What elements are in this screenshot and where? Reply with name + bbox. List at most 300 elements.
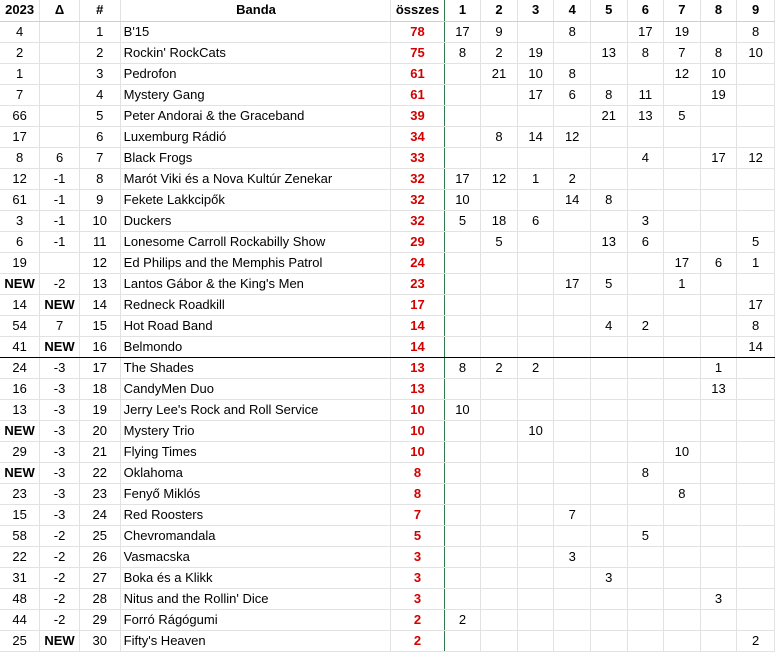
cell-week-5[interactable] <box>590 252 627 273</box>
cell-week-6[interactable] <box>627 483 664 504</box>
cell-week-6[interactable] <box>627 588 664 609</box>
cell-week-4[interactable] <box>554 588 591 609</box>
cell-total[interactable]: 32 <box>391 168 444 189</box>
cell-2023-rank[interactable]: 25 <box>0 630 40 651</box>
cell-week-7[interactable] <box>664 525 701 546</box>
cell-week-3[interactable] <box>517 105 554 126</box>
cell-week-3[interactable] <box>517 525 554 546</box>
cell-week-7[interactable] <box>664 357 701 378</box>
cell-week-6[interactable]: 5 <box>627 525 664 546</box>
cell-week-9[interactable]: 2 <box>737 630 775 651</box>
cell-week-8[interactable] <box>700 315 737 336</box>
cell-week-5[interactable] <box>590 609 627 630</box>
cell-week-6[interactable]: 17 <box>627 21 664 42</box>
cell-week-4[interactable] <box>554 315 591 336</box>
cell-position[interactable]: 2 <box>79 42 120 63</box>
cell-week-9[interactable] <box>737 126 775 147</box>
cell-week-4[interactable]: 17 <box>554 273 591 294</box>
cell-week-9[interactable] <box>737 210 775 231</box>
cell-delta[interactable] <box>40 105 80 126</box>
cell-week-9[interactable] <box>737 462 775 483</box>
cell-week-8[interactable] <box>700 21 737 42</box>
cell-week-2[interactable] <box>481 315 518 336</box>
cell-week-1[interactable] <box>444 105 481 126</box>
cell-week-5[interactable] <box>590 483 627 504</box>
cell-week-1[interactable] <box>444 546 481 567</box>
cell-week-2[interactable] <box>481 546 518 567</box>
cell-total[interactable]: 29 <box>391 231 444 252</box>
cell-delta[interactable]: -3 <box>40 399 80 420</box>
cell-position[interactable]: 30 <box>79 630 120 651</box>
cell-position[interactable]: 27 <box>79 567 120 588</box>
cell-total[interactable]: 10 <box>391 399 444 420</box>
cell-week-3[interactable] <box>517 378 554 399</box>
cell-position[interactable]: 18 <box>79 378 120 399</box>
cell-week-5[interactable] <box>590 210 627 231</box>
cell-week-8[interactable] <box>700 483 737 504</box>
cell-band-name[interactable]: B'15 <box>120 21 391 42</box>
cell-2023-rank[interactable]: 29 <box>0 441 40 462</box>
cell-week-9[interactable] <box>737 504 775 525</box>
cell-2023-rank[interactable]: 31 <box>0 567 40 588</box>
cell-week-1[interactable] <box>444 315 481 336</box>
cell-week-4[interactable]: 14 <box>554 189 591 210</box>
cell-2023-rank[interactable]: 6 <box>0 231 40 252</box>
cell-week-1[interactable] <box>444 63 481 84</box>
cell-week-9[interactable]: 14 <box>737 336 775 357</box>
cell-band-name[interactable]: Nitus and the Rollin' Dice <box>120 588 391 609</box>
cell-week-5[interactable] <box>590 399 627 420</box>
cell-total[interactable]: 2 <box>391 630 444 651</box>
cell-2023-rank[interactable]: 2 <box>0 42 40 63</box>
cell-position[interactable]: 13 <box>79 273 120 294</box>
cell-week-6[interactable]: 2 <box>627 315 664 336</box>
cell-band-name[interactable]: Chevromandala <box>120 525 391 546</box>
cell-total[interactable]: 7 <box>391 504 444 525</box>
cell-week-7[interactable] <box>664 294 701 315</box>
cell-week-5[interactable]: 3 <box>590 567 627 588</box>
cell-week-7[interactable] <box>664 147 701 168</box>
cell-week-6[interactable] <box>627 441 664 462</box>
cell-2023-rank[interactable]: 1 <box>0 63 40 84</box>
cell-week-2[interactable]: 21 <box>481 63 518 84</box>
cell-band-name[interactable]: Red Roosters <box>120 504 391 525</box>
cell-position[interactable]: 25 <box>79 525 120 546</box>
cell-week-5[interactable] <box>590 168 627 189</box>
cell-week-2[interactable]: 2 <box>481 357 518 378</box>
cell-week-3[interactable]: 10 <box>517 420 554 441</box>
cell-delta[interactable]: 7 <box>40 315 80 336</box>
header-week-7[interactable]: 7 <box>664 0 701 21</box>
cell-2023-rank[interactable]: 44 <box>0 609 40 630</box>
cell-position[interactable]: 9 <box>79 189 120 210</box>
cell-week-6[interactable]: 6 <box>627 231 664 252</box>
cell-week-8[interactable] <box>700 273 737 294</box>
cell-total[interactable]: 34 <box>391 126 444 147</box>
cell-week-9[interactable] <box>737 273 775 294</box>
cell-week-6[interactable]: 8 <box>627 42 664 63</box>
cell-week-8[interactable] <box>700 336 737 357</box>
cell-week-4[interactable] <box>554 147 591 168</box>
cell-week-7[interactable] <box>664 462 701 483</box>
cell-week-7[interactable] <box>664 315 701 336</box>
cell-delta[interactable]: -2 <box>40 609 80 630</box>
header-total[interactable]: összes <box>391 0 444 21</box>
cell-week-3[interactable]: 10 <box>517 63 554 84</box>
cell-week-6[interactable]: 4 <box>627 147 664 168</box>
cell-week-9[interactable]: 1 <box>737 252 775 273</box>
cell-week-7[interactable] <box>664 189 701 210</box>
cell-week-2[interactable] <box>481 273 518 294</box>
cell-week-7[interactable] <box>664 588 701 609</box>
cell-position[interactable]: 26 <box>79 546 120 567</box>
cell-band-name[interactable]: Mystery Gang <box>120 84 391 105</box>
cell-week-4[interactable] <box>554 252 591 273</box>
cell-week-2[interactable]: 2 <box>481 42 518 63</box>
cell-week-5[interactable] <box>590 294 627 315</box>
cell-band-name[interactable]: Fekete Lakkcipők <box>120 189 391 210</box>
cell-week-4[interactable] <box>554 525 591 546</box>
cell-week-1[interactable]: 17 <box>444 168 481 189</box>
cell-week-6[interactable] <box>627 168 664 189</box>
cell-band-name[interactable]: Mystery Trio <box>120 420 391 441</box>
cell-week-4[interactable] <box>554 630 591 651</box>
cell-week-6[interactable] <box>627 336 664 357</box>
cell-total[interactable]: 8 <box>391 462 444 483</box>
cell-band-name[interactable]: Forró Rágógumi <box>120 609 391 630</box>
cell-week-9[interactable] <box>737 357 775 378</box>
cell-total[interactable]: 75 <box>391 42 444 63</box>
cell-week-3[interactable] <box>517 21 554 42</box>
cell-delta[interactable] <box>40 252 80 273</box>
cell-position[interactable]: 17 <box>79 357 120 378</box>
cell-week-7[interactable]: 8 <box>664 483 701 504</box>
cell-2023-rank[interactable]: 16 <box>0 378 40 399</box>
cell-position[interactable]: 21 <box>79 441 120 462</box>
cell-position[interactable]: 12 <box>79 252 120 273</box>
cell-band-name[interactable]: Oklahoma <box>120 462 391 483</box>
cell-2023-rank[interactable]: 14 <box>0 294 40 315</box>
cell-week-1[interactable] <box>444 462 481 483</box>
cell-week-2[interactable] <box>481 294 518 315</box>
cell-2023-rank[interactable]: 41 <box>0 336 40 357</box>
cell-total[interactable]: 8 <box>391 483 444 504</box>
cell-week-2[interactable]: 5 <box>481 231 518 252</box>
cell-week-2[interactable] <box>481 630 518 651</box>
cell-week-2[interactable] <box>481 378 518 399</box>
cell-week-5[interactable] <box>590 630 627 651</box>
cell-position[interactable]: 4 <box>79 84 120 105</box>
cell-week-7[interactable]: 19 <box>664 21 701 42</box>
cell-week-8[interactable] <box>700 504 737 525</box>
cell-band-name[interactable]: Black Frogs <box>120 147 391 168</box>
cell-week-4[interactable]: 6 <box>554 84 591 105</box>
cell-total[interactable]: 13 <box>391 378 444 399</box>
cell-week-9[interactable] <box>737 168 775 189</box>
cell-position[interactable]: 19 <box>79 399 120 420</box>
cell-week-1[interactable]: 2 <box>444 609 481 630</box>
cell-week-2[interactable]: 12 <box>481 168 518 189</box>
cell-delta[interactable]: NEW <box>40 630 80 651</box>
cell-2023-rank[interactable]: 13 <box>0 399 40 420</box>
cell-week-1[interactable] <box>444 483 481 504</box>
cell-week-4[interactable] <box>554 420 591 441</box>
header-week-1[interactable]: 1 <box>444 0 481 21</box>
cell-delta[interactable]: -3 <box>40 357 80 378</box>
cell-week-5[interactable]: 13 <box>590 231 627 252</box>
cell-delta[interactable] <box>40 42 80 63</box>
cell-week-6[interactable] <box>627 357 664 378</box>
header-week-8[interactable]: 8 <box>700 0 737 21</box>
cell-week-3[interactable] <box>517 483 554 504</box>
cell-week-6[interactable] <box>627 252 664 273</box>
cell-week-9[interactable] <box>737 567 775 588</box>
header-week-9[interactable]: 9 <box>737 0 775 21</box>
cell-2023-rank[interactable]: 48 <box>0 588 40 609</box>
cell-week-4[interactable]: 8 <box>554 63 591 84</box>
cell-week-7[interactable] <box>664 84 701 105</box>
cell-week-1[interactable] <box>444 273 481 294</box>
cell-week-4[interactable] <box>554 210 591 231</box>
cell-week-1[interactable]: 10 <box>444 399 481 420</box>
cell-week-4[interactable]: 7 <box>554 504 591 525</box>
cell-week-2[interactable] <box>481 252 518 273</box>
cell-week-1[interactable] <box>444 378 481 399</box>
cell-week-8[interactable] <box>700 168 737 189</box>
cell-band-name[interactable]: Lantos Gábor & the King's Men <box>120 273 391 294</box>
cell-week-3[interactable]: 19 <box>517 42 554 63</box>
cell-week-6[interactable] <box>627 567 664 588</box>
cell-2023-rank[interactable]: 66 <box>0 105 40 126</box>
cell-week-3[interactable] <box>517 252 554 273</box>
cell-week-3[interactable]: 6 <box>517 210 554 231</box>
cell-total[interactable]: 3 <box>391 567 444 588</box>
cell-band-name[interactable]: The Shades <box>120 357 391 378</box>
cell-2023-rank[interactable]: 15 <box>0 504 40 525</box>
cell-week-8[interactable] <box>700 546 737 567</box>
cell-week-8[interactable] <box>700 126 737 147</box>
cell-week-4[interactable] <box>554 357 591 378</box>
header-week-3[interactable]: 3 <box>517 0 554 21</box>
cell-week-7[interactable]: 7 <box>664 42 701 63</box>
cell-week-4[interactable] <box>554 483 591 504</box>
cell-band-name[interactable]: Peter Andorai & the Graceband <box>120 105 391 126</box>
cell-week-3[interactable] <box>517 336 554 357</box>
cell-week-3[interactable] <box>517 462 554 483</box>
cell-week-7[interactable] <box>664 420 701 441</box>
cell-week-2[interactable] <box>481 588 518 609</box>
cell-week-8[interactable]: 13 <box>700 378 737 399</box>
cell-week-4[interactable]: 12 <box>554 126 591 147</box>
cell-week-1[interactable]: 8 <box>444 42 481 63</box>
cell-position[interactable]: 6 <box>79 126 120 147</box>
cell-position[interactable]: 11 <box>79 231 120 252</box>
cell-week-2[interactable] <box>481 399 518 420</box>
cell-position[interactable]: 3 <box>79 63 120 84</box>
cell-week-1[interactable] <box>444 147 481 168</box>
cell-delta[interactable] <box>40 84 80 105</box>
cell-week-5[interactable] <box>590 357 627 378</box>
cell-week-3[interactable] <box>517 315 554 336</box>
cell-week-5[interactable]: 13 <box>590 42 627 63</box>
cell-week-3[interactable] <box>517 273 554 294</box>
cell-week-9[interactable]: 8 <box>737 21 775 42</box>
cell-band-name[interactable]: Jerry Lee's Rock and Roll Service <box>120 399 391 420</box>
cell-week-7[interactable] <box>664 210 701 231</box>
cell-week-1[interactable] <box>444 294 481 315</box>
cell-2023-rank[interactable]: 12 <box>0 168 40 189</box>
cell-band-name[interactable]: Pedrofon <box>120 63 391 84</box>
cell-week-7[interactable]: 17 <box>664 252 701 273</box>
cell-week-2[interactable]: 8 <box>481 126 518 147</box>
cell-week-8[interactable]: 1 <box>700 357 737 378</box>
cell-week-6[interactable] <box>627 63 664 84</box>
cell-week-5[interactable] <box>590 378 627 399</box>
cell-band-name[interactable]: Vasmacska <box>120 546 391 567</box>
header-position[interactable]: # <box>79 0 120 21</box>
cell-week-8[interactable] <box>700 420 737 441</box>
cell-week-9[interactable]: 10 <box>737 42 775 63</box>
cell-total[interactable]: 14 <box>391 336 444 357</box>
cell-week-5[interactable] <box>590 588 627 609</box>
cell-week-3[interactable] <box>517 567 554 588</box>
cell-week-6[interactable]: 11 <box>627 84 664 105</box>
cell-week-5[interactable] <box>590 420 627 441</box>
cell-total[interactable]: 17 <box>391 294 444 315</box>
cell-week-6[interactable] <box>627 294 664 315</box>
cell-week-4[interactable] <box>554 399 591 420</box>
cell-week-3[interactable] <box>517 294 554 315</box>
cell-band-name[interactable]: Flying Times <box>120 441 391 462</box>
cell-band-name[interactable]: Fenyő Miklós <box>120 483 391 504</box>
cell-delta[interactable]: -3 <box>40 483 80 504</box>
cell-delta[interactable]: -3 <box>40 420 80 441</box>
cell-week-8[interactable] <box>700 441 737 462</box>
cell-week-1[interactable] <box>444 588 481 609</box>
header-week-6[interactable]: 6 <box>627 0 664 21</box>
cell-2023-rank[interactable]: 23 <box>0 483 40 504</box>
cell-week-5[interactable] <box>590 525 627 546</box>
cell-total[interactable]: 33 <box>391 147 444 168</box>
cell-band-name[interactable]: Ed Philips and the Memphis Patrol <box>120 252 391 273</box>
cell-week-9[interactable] <box>737 63 775 84</box>
header-week-2[interactable]: 2 <box>481 0 518 21</box>
cell-week-9[interactable] <box>737 399 775 420</box>
cell-position[interactable]: 29 <box>79 609 120 630</box>
cell-total[interactable]: 10 <box>391 441 444 462</box>
cell-week-5[interactable] <box>590 147 627 168</box>
cell-week-8[interactable]: 19 <box>700 84 737 105</box>
cell-total[interactable]: 32 <box>391 189 444 210</box>
cell-week-1[interactable] <box>444 441 481 462</box>
cell-2023-rank[interactable]: 8 <box>0 147 40 168</box>
cell-week-4[interactable] <box>554 42 591 63</box>
cell-total[interactable]: 3 <box>391 546 444 567</box>
cell-week-7[interactable] <box>664 630 701 651</box>
cell-week-6[interactable] <box>627 126 664 147</box>
cell-week-4[interactable]: 8 <box>554 21 591 42</box>
cell-2023-rank[interactable]: 24 <box>0 357 40 378</box>
cell-week-9[interactable] <box>737 609 775 630</box>
cell-week-8[interactable] <box>700 567 737 588</box>
cell-week-2[interactable] <box>481 105 518 126</box>
cell-week-8[interactable] <box>700 462 737 483</box>
cell-position[interactable]: 16 <box>79 336 120 357</box>
cell-week-6[interactable] <box>627 378 664 399</box>
cell-delta[interactable]: -3 <box>40 378 80 399</box>
cell-delta[interactable]: -2 <box>40 525 80 546</box>
cell-week-3[interactable] <box>517 609 554 630</box>
cell-position[interactable]: 14 <box>79 294 120 315</box>
cell-week-3[interactable] <box>517 546 554 567</box>
cell-week-4[interactable]: 2 <box>554 168 591 189</box>
cell-total[interactable]: 5 <box>391 525 444 546</box>
cell-delta[interactable]: -1 <box>40 168 80 189</box>
cell-total[interactable]: 61 <box>391 63 444 84</box>
cell-week-4[interactable] <box>554 294 591 315</box>
cell-week-1[interactable] <box>444 525 481 546</box>
cell-week-2[interactable] <box>481 84 518 105</box>
cell-week-1[interactable] <box>444 126 481 147</box>
cell-week-7[interactable]: 10 <box>664 441 701 462</box>
cell-week-2[interactable] <box>481 525 518 546</box>
cell-week-8[interactable] <box>700 525 737 546</box>
header-band[interactable]: Banda <box>120 0 391 21</box>
cell-week-8[interactable]: 10 <box>700 63 737 84</box>
cell-delta[interactable]: -2 <box>40 273 80 294</box>
cell-band-name[interactable]: Belmondo <box>120 336 391 357</box>
cell-band-name[interactable]: Redneck Roadkill <box>120 294 391 315</box>
cell-week-9[interactable]: 8 <box>737 315 775 336</box>
cell-2023-rank[interactable]: 61 <box>0 189 40 210</box>
cell-week-6[interactable] <box>627 399 664 420</box>
cell-position[interactable]: 1 <box>79 21 120 42</box>
cell-delta[interactable] <box>40 63 80 84</box>
cell-delta[interactable] <box>40 21 80 42</box>
cell-band-name[interactable]: Duckers <box>120 210 391 231</box>
cell-delta[interactable]: -2 <box>40 588 80 609</box>
cell-week-8[interactable] <box>700 231 737 252</box>
cell-week-9[interactable] <box>737 420 775 441</box>
cell-week-7[interactable] <box>664 378 701 399</box>
cell-delta[interactable] <box>40 126 80 147</box>
cell-week-8[interactable]: 17 <box>700 147 737 168</box>
cell-delta[interactable]: 6 <box>40 147 80 168</box>
cell-week-3[interactable] <box>517 189 554 210</box>
cell-week-4[interactable] <box>554 567 591 588</box>
cell-week-5[interactable] <box>590 441 627 462</box>
cell-week-1[interactable] <box>444 84 481 105</box>
cell-2023-rank[interactable]: 19 <box>0 252 40 273</box>
cell-week-9[interactable]: 12 <box>737 147 775 168</box>
cell-delta[interactable]: -1 <box>40 231 80 252</box>
cell-delta[interactable]: -2 <box>40 567 80 588</box>
cell-week-7[interactable] <box>664 399 701 420</box>
cell-week-5[interactable] <box>590 63 627 84</box>
cell-week-4[interactable] <box>554 231 591 252</box>
cell-position[interactable]: 7 <box>79 147 120 168</box>
cell-week-9[interactable] <box>737 546 775 567</box>
cell-week-7[interactable] <box>664 231 701 252</box>
cell-week-1[interactable]: 17 <box>444 21 481 42</box>
cell-band-name[interactable]: Boka és a Klikk <box>120 567 391 588</box>
cell-week-7[interactable] <box>664 567 701 588</box>
cell-week-1[interactable] <box>444 504 481 525</box>
cell-total[interactable]: 14 <box>391 315 444 336</box>
cell-week-8[interactable] <box>700 630 737 651</box>
cell-week-3[interactable] <box>517 588 554 609</box>
cell-week-8[interactable] <box>700 210 737 231</box>
